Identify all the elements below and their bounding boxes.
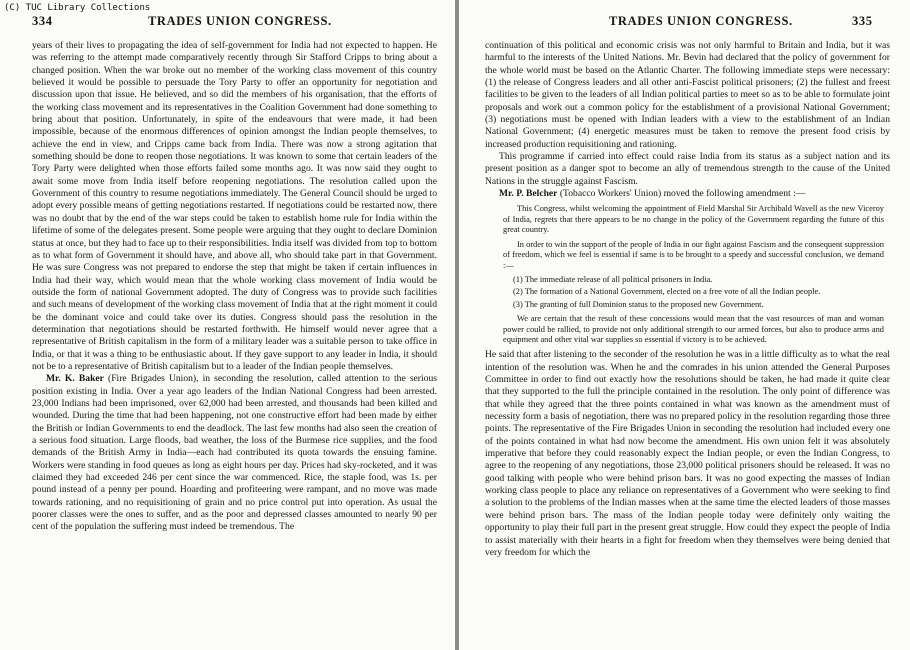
right-page-body bbox=[485, 40, 890, 559]
left-page-number: 334 bbox=[32, 14, 53, 28]
amendment-intro: This Congress, whilst welcoming the appointment of Field Marshal Sir Archibald Wavell as the new Viceroy of India, regrets that there appears to be no change in the policy of the Government regarding the future of this great country. bbox=[503, 204, 884, 235]
amendment-item-3: (3) The granting of full Dominion status to the proposed new Government. bbox=[513, 299, 764, 309]
right-paragraph-2: This programme if carried into effect could raise India from its status as a subject nation and its present position as a danger spot to become an ally of tremendous strength to the cause of the United Nations in the struggle against Fascism. bbox=[485, 151, 890, 187]
amendment-demand: In order to win the support of the people of India in our fight against Fascism and the consequent suppression of freedom, which we feel is essential if same is to be brought to a speedy and successful conclusion, we demand :— bbox=[503, 239, 884, 270]
amendment-conclusion: We are certain that the result of these concessions would mean that the vast resources of man and woman power could be rallied, to provide not only additional strength to our armed forces, but also to produce arms and equipment and other vital war supplies so essential if victory is to be achieved. bbox=[503, 314, 884, 344]
right-paragraph-closing: He said that after listening to the seconder of the resolution he was in a little difficulty as to what the real intention of the resolution was. When he and the comrades in his union attended the General Purposes Committee in order to find out exactly how the resolutions should be taken, he had made it quite clear that they supported to the full the principle contained in the resolution. The only point of difference was that while they agreed that the three points contained in what was known as the amendment must of necessity form a basis of negotiation, there was no prepared policy in the resolution regarding those three points. The representative of the Fire Brigades Union in seconding the resolution had included every one of the points contained in what had now become the amendment. His own union felt it was absolutely imperative that before they could reasonably expect the Indian people, or even the Indian Congress, to agree to the reopening of any negotiations, those 23,000 political prisoners should be released. It was no good talking with people who were behind prison bars. It was no good expecting the masses of Indian working class people to place any reliance on representatives of a Government who were seeking to find a solution to the problems of the Indian masses when at the same time the elected leaders of those masses were behind prison bars. The mass of the Indian people today were definitely only waiting the opportunity to play their full part in the present great struggle. How could they expect the people of India to assist materially with their hearts in a fight for freedom when they themselves were being denied that very freedom for which the bbox=[485, 349, 890, 558]
right-paragraph-1: continuation of this political and economic crisis was not only harmful to Britain and India, but it was harmful to the interests of the United Nations. Mr. Bevin had declared that the policy of government for the whole world must be based on the Atlantic Charter. The following immediate steps were necessary: (1) the release of Congress leaders and all other anti-Fascist political prisoners; (2) the fullest and freest facilities to be given to the leaders of all Indian political parties to meet so as to be able to formulate joint proposals and work out a common policy for the establishment of a provisional National Government; (3) negotiations must be opened with Indian leaders with a view to the establishment of an Indian National Government; (4) energetic measures must be taken to remove the present food crisis by increased production requisitioning and rationing. bbox=[485, 40, 890, 150]
amendment-item-1: (1) The immediate release of all political prisoners in India. bbox=[513, 274, 713, 284]
right-page-title: TRADES UNION CONGRESS. bbox=[609, 14, 793, 28]
right-page-number: 335 bbox=[852, 14, 873, 28]
copyright-watermark: (C) TUC Library Collections bbox=[4, 3, 151, 13]
right-page bbox=[459, 0, 910, 650]
left-page-title: TRADES UNION CONGRESS. bbox=[148, 14, 332, 28]
speaker-belcher: Mr. P. Belcher bbox=[499, 188, 558, 200]
right-paragraph-belcher bbox=[485, 188, 890, 200]
speaker-baker: Mr. K. Baker bbox=[46, 373, 104, 385]
left-paragraph-1: years of their lives to propagating the idea of self-government for India had not expected to happen. He was referring to the attempt made comparatively recently through Sir Stafford Cripps to bring about a changed position. When the war broke out no member of the working class movement of this country believed it would be possible to persuade the Tory Party to offer an opportunity for negotiation and discussion upon that issue. He believed, and so did the members of his organisation, that the efforts of the working class movement and its representatives in the Coalition Government had done something to bring about that position. Unfortunately, in spite of the endeavours that were made, it had been impossible, because of the enormous differences of opinion amongst the Indian people themselves, to achieve the end in view, and Cripps came back from India. There was now a strong agitation that something should be done to reopen those negotiations. It was known to some that certain leaders of the Tory Party were delighted when those efforts failed some months ago. It was now said they ought to await some move from India itself before reopening negotiations. The resolution called upon the Government of this country to resume negotiations immediately. The General Council should be urged to adopt every possible means of getting negotiations restarted. If negotiations could be restarted now, there was no doubt that by the end of the war steps could be taken to establish home rule for India within the lifetime of some of the delegates present. Some people were arguing that they ought to declare Dominion status at once, but they had to face up to their responsibilities. India itself was divided from top to bottom as to what form of Government it should have, and above all, who should take part in that Government. He was sure Congress was not prepared to endorse the step that might be taken if certain influences in India had their way, which would mean that the whole working class movement of India would be outside the form of national Government adopted. The duty of Congress was to provide such facilities and such means of development of the working class movement of India that at the right moment it could be the dominant voice and could take over its duties. Congress should pass the resolution in the determination that negotiations should be restarted forthwith. He himself would never agree that a representative of British capitalism in the form of a military leader was a suitable person to take office in India, or that it was a thing to be enthusiastic about. If they gave support to any leader in India, it should not be to a representative of British capitalism but to a leader of the Indian people themselves. bbox=[32, 40, 437, 372]
right-running-head bbox=[459, 14, 910, 28]
belcher-intro: (Tobacco Workers' Union) moved the following amendment :— bbox=[557, 188, 806, 200]
left-running-head bbox=[0, 14, 455, 28]
left-paragraph-baker bbox=[32, 373, 437, 533]
left-page-body bbox=[32, 40, 437, 534]
amendment-item-2: (2) The formation of a National Government, elected on a free vote of all the Indian people. bbox=[513, 287, 821, 297]
baker-speech: (Fire Brigades Union), in seconding the resolution, called attention to the serious position existing in India. Over a year ago leaders of the Indian National Congress had been arrested. 23,000 Indians had been imprisoned, over 62,000 had been arrested, and thousands had been killed and wounded. During the time that had been happening, not one constructive effort had been made by either the British or Indian Governments to end the deadlock. The last few months had also seen the creation of a serious food situation. Large floods, bad weather, the loss of the Burmese rice supplies, and the food demands of the British Army in India—each had contributed its quota towards the ensuing famine. Workers were standing in food queues as long as eight hours per day. Prices had sky-rocketed, and it was claimed they had exceeded 246 per cent since the war commenced. Rice, the staple food, was 1s. per pound instead of a penny per pound. Hoarding and profiteering were rampant, and no move was made towards rationing, and no requisitioning of grain and no price control put into operation. As usual the poorer classes were the ones to suffer, and as the poor and depressed classes amounted to nearly 90 per cent of the population the suffering must indeed be tremendous. The bbox=[32, 373, 437, 533]
